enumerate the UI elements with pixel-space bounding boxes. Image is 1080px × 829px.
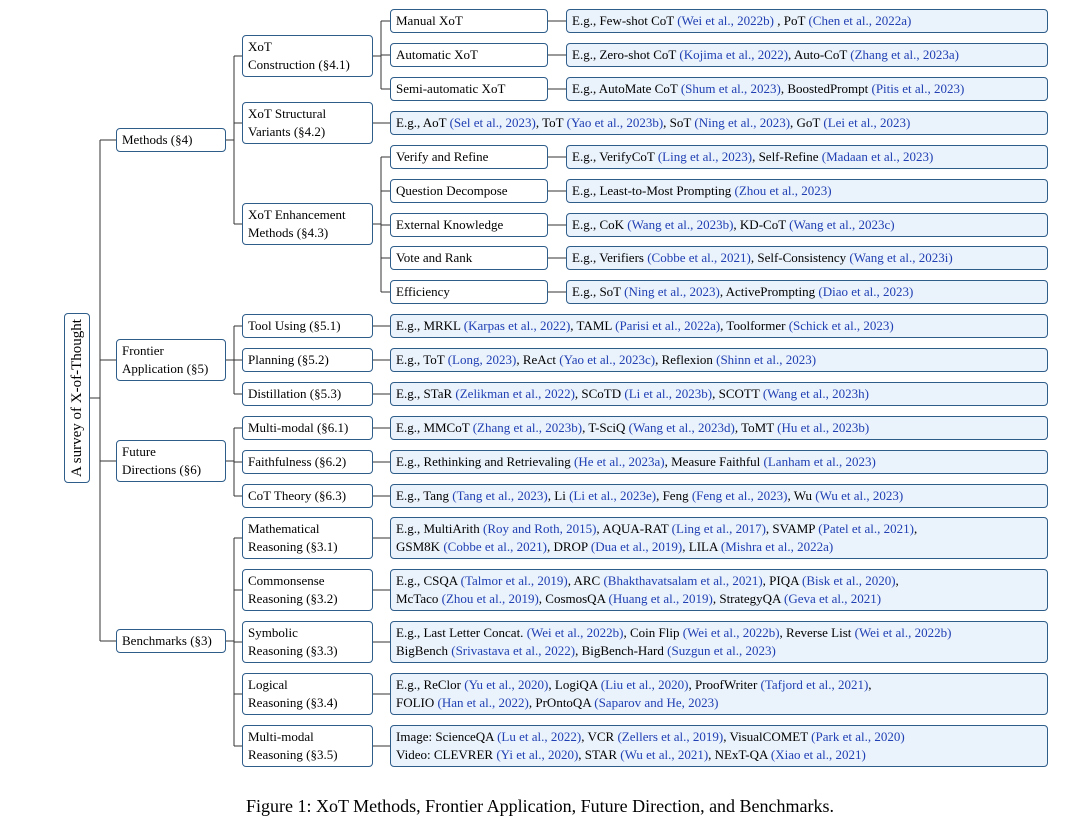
figure-caption: Figure 1: XoT Methods, Frontier Application, Future Direction, and Benchmarks. [245,796,835,816]
node-mathematical-line1: Mathematical [248,521,320,536]
node-xot-enhancement-line2: Methods (§4.3) [248,225,329,240]
leaf-line [396,694,1042,712]
node-semi-automatic-xot-label: Semi-automatic XoT [396,81,506,96]
example-text: , Toolformer [720,318,789,333]
node-efficiency-label: Efficiency [396,284,450,299]
node-xot-construction [242,35,373,77]
category-frontier-application [116,339,226,381]
citation-link[interactable]: (Schick et al., 2023) [788,318,894,333]
leaf-planning [390,348,1048,372]
citation-link[interactable]: (Parisi et al., 2022a) [615,318,721,333]
citation-link[interactable]: (Xiao et al., 2021) [770,747,866,762]
citation-link[interactable]: (Sel et al., 2023) [449,115,536,130]
leaf-cot-theory [390,484,1048,508]
example-text: , ARC [567,573,604,588]
example-text: , SoT [663,115,695,130]
node-symbolic-line1: Symbolic [248,625,298,640]
node-cot-theory-label: CoT Theory (§6.3) [248,488,347,503]
leaf-tool-using [390,314,1048,338]
citation-link[interactable]: (Wu et al., 2023) [815,488,904,503]
example-text: , TAML [570,318,616,333]
leaf-logical-reasoning [390,673,1048,715]
node-vote-rank [390,246,548,270]
leaf-line [396,351,1042,369]
example-text: , GoT [790,115,824,130]
citation-link[interactable]: (Madaan et al., 2023) [821,149,934,164]
leaf-symbolic-reasoning [390,621,1048,663]
example-text: E.g., CoK [572,217,628,232]
citation-link[interactable]: (Cobbe et al., 2021) [443,539,547,554]
category-future-directions [116,440,226,482]
node-distillation-label: Distillation (§5.3) [248,386,342,401]
leaf-line [396,746,1042,764]
node-xot-construction-line2: Construction (§4.1) [248,57,350,72]
root-node [64,313,90,483]
node-verify-refine [390,145,548,169]
example-text: E.g., VerifyCoT [572,149,658,164]
citation-link[interactable]: (Dua et al., 2019) [590,539,683,554]
leaf-automatic-xot [566,43,1048,67]
node-symbolic-reasoning [242,621,373,663]
leaf-line [396,624,1042,642]
example-text: , LILA [682,539,721,554]
node-question-decompose [390,179,548,203]
node-multimodal-reasoning [242,725,373,767]
leaf-line [396,114,1042,132]
example-text: , T-SciQ [582,420,629,435]
citation-link[interactable]: (Yao et al., 2023b) [566,115,664,130]
node-multimodal-reasoning-line1: Multi-modal [248,729,314,744]
node-xot-structural-variants [242,102,373,144]
leaf-line [396,728,1042,746]
example-text: , [868,677,872,692]
node-logical-line2: Reasoning (§3.4) [248,695,338,710]
citation-link[interactable]: (Saparov and He, 2023) [594,695,719,710]
example-text: , PIQA [762,573,803,588]
node-mathematical-line2: Reasoning (§3.1) [248,539,338,554]
node-commonsense-line1: Commonsense [248,573,325,588]
node-xot-structural-line1: XoT Structural [248,106,327,121]
example-text: FOLIO [396,695,438,710]
example-text: E.g., Rethinking and Retrievaling [396,454,574,469]
leaf-vote-rank [566,246,1048,270]
node-automatic-xot [390,43,548,67]
citation-link[interactable]: (Long, 2023) [447,352,517,367]
example-text: , [913,521,918,536]
citation-link[interactable]: (Huang et al., 2019) [608,591,713,606]
example-text: , Li [547,488,570,503]
leaf-line [572,182,1042,200]
example-text: , Feng [656,488,692,503]
citation-link[interactable]: (Lu et al., 2022) [497,729,582,744]
example-text: E.g., ReClor [396,677,465,692]
example-text: E.g., STaR [396,386,456,401]
node-multi-modal-label: Multi-modal (§6.1) [248,420,349,435]
citation-link[interactable]: (Tafjord et al., 2021) [760,677,869,692]
leaf-xot-structural-variants [390,111,1048,135]
leaf-faithfulness [390,450,1048,474]
citation-link[interactable]: (Chen et al., 2022a) [808,13,912,28]
citation-link[interactable]: (Ling et al., 2023) [657,149,753,164]
citation-link[interactable]: (Yao et al., 2023c) [559,352,656,367]
node-tool-using-label: Tool Using (§5.1) [248,318,341,333]
example-text: , STAR [578,747,621,762]
leaf-line [572,148,1042,166]
leaf-verify-refine [566,145,1048,169]
citation-link[interactable]: (Karpas et al., 2022) [463,318,571,333]
citation-link[interactable]: (Li et al., 2023e) [569,488,657,503]
example-text: Image: ScienceQA [396,729,498,744]
citation-link[interactable]: (Kojima et al., 2022) [679,47,789,62]
citation-link[interactable]: (Tang et al., 2023) [452,488,548,503]
category-methods-label: Methods (§4) [122,132,193,147]
leaf-line [396,385,1042,403]
node-logical-reasoning [242,673,373,715]
example-text: E.g., SoT [572,284,625,299]
citation-link[interactable]: (Li et al., 2023b) [624,386,713,401]
leaf-line [396,520,1042,538]
leaf-external-knowledge [566,213,1048,237]
citation-link[interactable]: (Zhang et al., 2023b) [472,420,583,435]
category-benchmarks-label: Benchmarks (§3) [122,633,212,648]
citation-link[interactable]: (Pitis et al., 2023) [871,81,965,96]
citation-link[interactable]: (Zelikman et al., 2022) [455,386,575,401]
citation-link[interactable]: (Ling et al., 2017) [671,521,766,536]
node-symbolic-line2: Reasoning (§3.3) [248,643,338,658]
example-text: E.g., MultiArith [396,521,484,536]
node-mathematical-reasoning [242,517,373,559]
example-text: E.g., Last Letter Concat. [396,625,527,640]
example-text: BigBench [396,643,452,658]
citation-link[interactable]: (Diao et al., 2023) [818,284,914,299]
node-commonsense-line2: Reasoning (§3.2) [248,591,338,606]
node-manual-xot [390,9,548,33]
example-text: E.g., AoT [396,115,450,130]
citation-link[interactable]: (He et al., 2023a) [574,454,665,469]
leaf-line [572,249,1042,267]
leaf-efficiency [566,280,1048,304]
example-text: E.g., CSQA [396,573,461,588]
node-commonsense-reasoning [242,569,373,611]
leaf-line [396,453,1042,471]
example-text: , Reflexion [655,352,717,367]
example-text: , VCR [581,729,618,744]
category-methods [116,128,226,152]
example-text: , CosmosQA [538,591,609,606]
node-multimodal-reasoning-line2: Reasoning (§3.5) [248,747,338,762]
leaf-question-decompose [566,179,1048,203]
node-multi-modal [242,416,373,440]
leaf-line [572,283,1042,301]
citation-link[interactable]: (Mishra et al., 2022a) [720,539,834,554]
example-text: , AQUA-RAT [596,521,672,536]
example-text: , PrOntoQA [528,695,595,710]
leaf-multi-modal [390,416,1048,440]
example-text: , SCoTD [574,386,625,401]
example-text: , KD-CoT [733,217,790,232]
example-text: , Wu [787,488,816,503]
citation-link[interactable]: (Ning et al., 2023) [694,115,791,130]
citation-link[interactable]: (Geva et al., 2021) [783,591,882,606]
example-text: E.g., Least-to-Most Prompting [572,183,735,198]
leaf-multimodal-reasoning [390,725,1048,767]
citation-link[interactable]: (Lei et al., 2023) [823,115,911,130]
citation-link[interactable]: (Zhou et al., 2019) [441,591,539,606]
example-text: , PoT [774,13,809,28]
citation-link[interactable]: (Wei et al., 2022b) [682,625,780,640]
node-automatic-xot-label: Automatic XoT [396,47,478,62]
leaf-line [572,12,1042,30]
citation-link[interactable]: (Srivastava et al., 2022) [451,643,576,658]
example-text: E.g., ToT [396,352,448,367]
citation-link[interactable]: (Lanham et al., 2023) [763,454,876,469]
node-faithfulness-label: Faithfulness (§6.2) [248,454,347,469]
example-text: , ToMT [734,420,778,435]
example-text: , DROP [546,539,591,554]
node-logical-line1: Logical [248,677,288,692]
citation-link[interactable]: (Wei et al., 2022b) [526,625,624,640]
node-planning [242,348,373,372]
node-tool-using [242,314,373,338]
example-text: E.g., Few-shot CoT [572,13,678,28]
example-text: , ToT [535,115,567,130]
example-text: , [895,573,899,588]
citation-link[interactable]: (Wang et al., 2023h) [762,386,869,401]
citation-link[interactable]: (Yu et al., 2020) [464,677,549,692]
citation-link[interactable]: (Talmor et al., 2019) [460,573,568,588]
example-text: , NExT-QA [708,747,771,762]
citation-link[interactable]: (Wu et al., 2021) [620,747,709,762]
node-xot-enhancement-methods [242,203,373,245]
citation-link[interactable]: (Bisk et al., 2020) [802,573,896,588]
category-frontier-line1: Frontier [122,343,164,358]
example-text: , ActivePrompting [719,284,819,299]
citation-link[interactable]: (Wei et al., 2022b) [677,13,775,28]
example-text: , Coin Flip [623,625,683,640]
example-text: E.g., Tang [396,488,453,503]
citation-link[interactable]: (Ning et al., 2023) [624,284,720,299]
node-manual-xot-label: Manual XoT [396,13,463,28]
node-faithfulness [242,450,373,474]
citation-link[interactable]: (Wang et al., 2023i) [849,250,953,265]
example-text: , ProofWriter [688,677,761,692]
citation-link[interactable]: (Zhou et al., 2023) [734,183,832,198]
node-vote-rank-label: Vote and Rank [396,250,473,265]
citation-link[interactable]: (Park et al., 2020) [811,729,905,744]
node-semi-automatic-xot [390,77,548,101]
example-text: , LogiQA [548,677,601,692]
leaf-distillation [390,382,1048,406]
category-future-line2: Directions (§6) [122,462,202,477]
leaf-line [396,487,1042,505]
node-efficiency [390,280,548,304]
node-question-decompose-label: Question Decompose [396,183,508,198]
citation-link[interactable]: (Yi et al., 2020) [496,747,579,762]
category-future-line1: Future [122,444,156,459]
example-text: E.g., Verifiers [572,250,648,265]
example-text: , ReAct [516,352,560,367]
leaf-line [396,317,1042,335]
leaf-mathematical-reasoning [390,517,1048,559]
leaf-line [572,216,1042,234]
node-xot-structural-line2: Variants (§4.2) [248,124,326,139]
node-xot-enhancement-line1: XoT Enhancement [248,207,346,222]
leaf-semi-automatic-xot [566,77,1048,101]
example-text: , Measure Faithful [664,454,764,469]
citation-link[interactable]: (Patel et al., 2021) [818,521,914,536]
node-planning-label: Planning (§5.2) [248,352,329,367]
leaf-line [396,590,1042,608]
example-text: , Auto-CoT [788,47,851,62]
leaf-line [396,538,1042,556]
citation-link[interactable]: (Wang et al., 2023d) [628,420,735,435]
example-text: McTaco [396,591,442,606]
node-external-knowledge-label: External Knowledge [396,217,504,232]
citation-link[interactable]: (Bhakthavatsalam et al., 2021) [603,573,763,588]
leaf-line [396,642,1042,660]
example-text: E.g., AutoMate CoT [572,81,681,96]
leaf-line [572,46,1042,64]
example-text: , SCOTT [712,386,763,401]
leaf-line [396,572,1042,590]
citation-link[interactable]: (Wei et al., 2022b) [854,625,952,640]
citation-link[interactable]: (Wang et al., 2023c) [789,217,895,232]
example-text: GSM8K [396,539,444,554]
node-verify-refine-label: Verify and Refine [396,149,489,164]
citation-link[interactable]: (Roy and Roth, 2015) [483,521,597,536]
leaf-line [572,80,1042,98]
citation-link[interactable]: (Zhang et al., 2023a) [850,47,959,62]
citation-link[interactable]: (Hu et al., 2023b) [777,420,870,435]
example-text: E.g., Zero-shot CoT [572,47,680,62]
citation-link[interactable]: (Zellers et al., 2019) [617,729,724,744]
citation-link[interactable]: (Han et al., 2022) [437,695,529,710]
citation-link[interactable]: (Wang et al., 2023b) [627,217,734,232]
example-text: E.g., MMCoT [396,420,473,435]
leaf-commonsense-reasoning [390,569,1048,611]
example-text: , StrategyQA [712,591,784,606]
citation-link[interactable]: (Shinn et al., 2023) [716,352,817,367]
root-label: A survey of X-of-Thought [69,319,86,477]
example-text: , BoostedPrompt [780,81,872,96]
citation-link[interactable]: (Cobbe et al., 2021) [647,250,751,265]
example-text: E.g., MRKL [396,318,464,333]
node-cot-theory [242,484,373,508]
example-text: , Self-Consistency [750,250,850,265]
leaf-line [396,676,1042,694]
citation-link[interactable]: (Suzgun et al., 2023) [667,643,776,658]
node-xot-construction-line1: XoT [248,39,272,54]
citation-link[interactable]: (Feng et al., 2023) [691,488,788,503]
category-frontier-line2: Application (§5) [122,361,209,376]
citation-link[interactable]: (Liu et al., 2020) [600,677,689,692]
example-text: , SVAMP [765,521,819,536]
example-text: , BigBench-Hard [575,643,668,658]
node-external-knowledge [390,213,548,237]
citation-link[interactable]: (Shum et al., 2023) [680,81,781,96]
example-text: Video: CLEVRER [396,747,497,762]
example-text: , Self-Refine [752,149,822,164]
node-distillation [242,382,373,406]
leaf-manual-xot [566,9,1048,33]
example-text: , Reverse List [779,625,855,640]
example-text: , VisualCOMET [723,729,812,744]
category-benchmarks [116,629,226,653]
leaf-line [396,419,1042,437]
